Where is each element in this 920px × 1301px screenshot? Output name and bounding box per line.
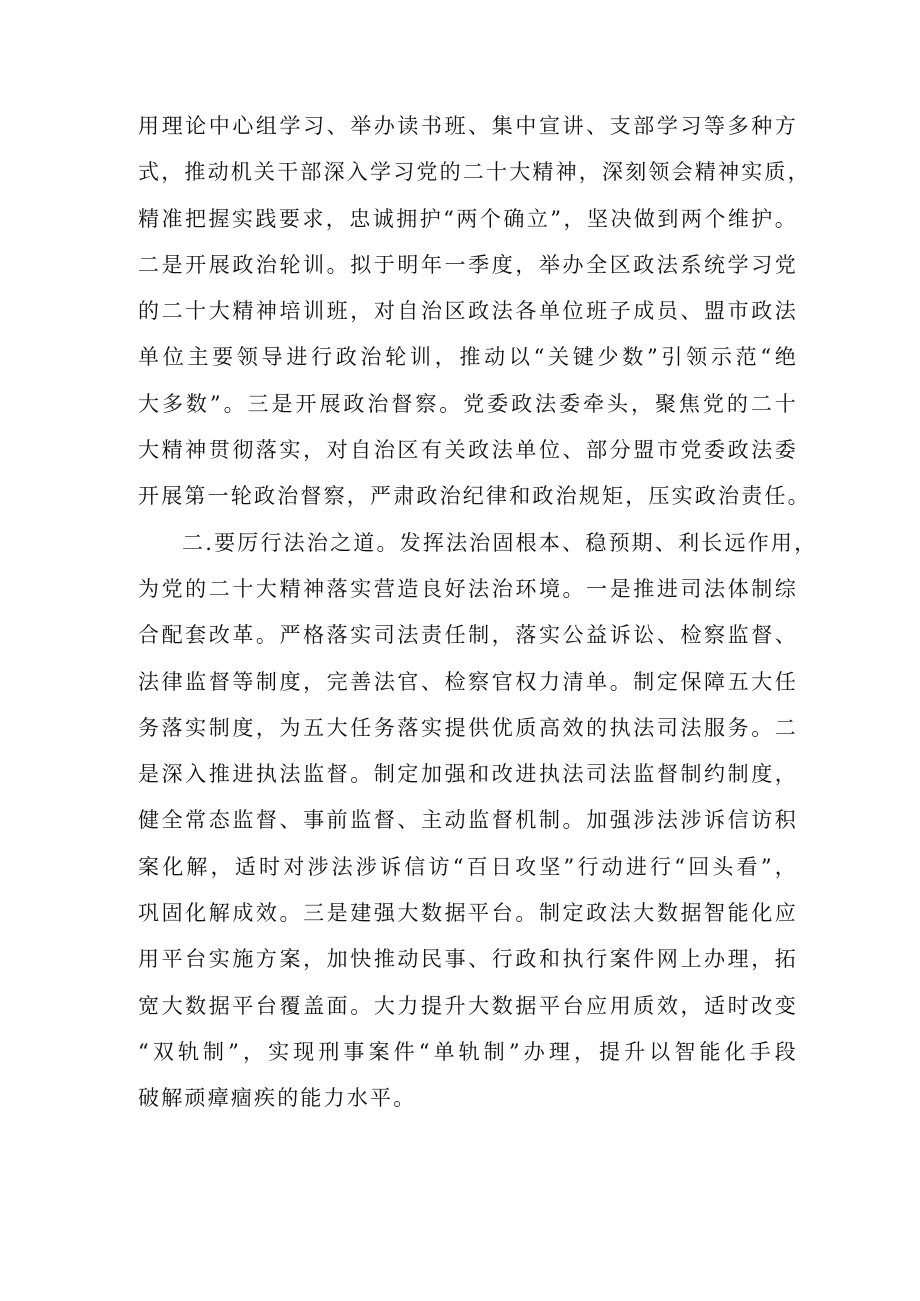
text-line: 是深入推进执法监督。制定加强和改进执法司法监督制约制度， [138,762,798,787]
text-line: 法律监督等制度，完善法官、检察官权力清单。制定保障五大任 [138,669,798,694]
text-line: 健全常态监督、事前监督、主动监督机制。加强涉法涉诉信访积 [138,808,798,833]
text-line: 宽大数据平台覆盖面。大力提升大数据平台应用质效，适时改变 [138,993,798,1018]
text-line: 为党的二十大精神落实营造良好法治环境。一是推进司法体制综 [138,576,798,601]
text-line: 用理论中心组学习、举办读书班、集中宣讲、支部学习等多种方 [138,114,798,138]
text-line: 单位主要领导进行政治轮训，推动以“关键少数”引领示范“绝 [138,345,798,370]
text-line: 务落实制度，为五大任务落实提供优质高效的执法司法服务。二 [138,715,798,740]
text-line: 合配套改革。严格落实司法责任制，落实公益诉讼、检察监督、 [138,623,798,648]
text-line: 大多数”。三是开展政治督察。党委政法委牵头，聚焦党的二十 [138,391,798,416]
body-text [138,103,818,1122]
text-line: 精准把握实践要求，忠诚拥护“两个确立”，坚决做到两个维护。 [138,206,798,231]
text-line: 的二十大精神培训班，对自治区政法各单位班子成员、盟市政法 [138,299,798,324]
text-line: 二是开展政治轮训。拟于明年一季度，举办全区政法系统学习党 [138,252,798,277]
paragraph-heading-line: 二.要厉行法治之道。发挥法治固根本、稳预期、利长远作用， [182,530,818,555]
text-line: 案化解，适时对涉法涉诉信访“百日攻坚”行动进行“回头看”， [138,854,798,879]
text-line: 开展第一轮政治督察，严肃政治纪律和政治规矩，压实政治责任。 [138,484,811,509]
text-line: 大精神贯彻落实，对自治区有关政法单位、部分盟市党委政法委 [138,438,798,463]
text-line: 式，推动机关干部深入学习党的二十大精神，深刻领会精神实质， [138,160,811,185]
text-line: 用平台实施方案，加快推动民事、行政和执行案件网上办理，拓 [138,947,798,972]
text-line: “双轨制”，实现刑事案件“单轨制”办理，提升以智能化手段 [138,1039,798,1064]
text-line: 巩固化解成效。三是建强大数据平台。制定政法大数据智能化应 [138,901,798,926]
text-line: 破解顽瘴痼疾的能力水平。 [138,1086,417,1111]
